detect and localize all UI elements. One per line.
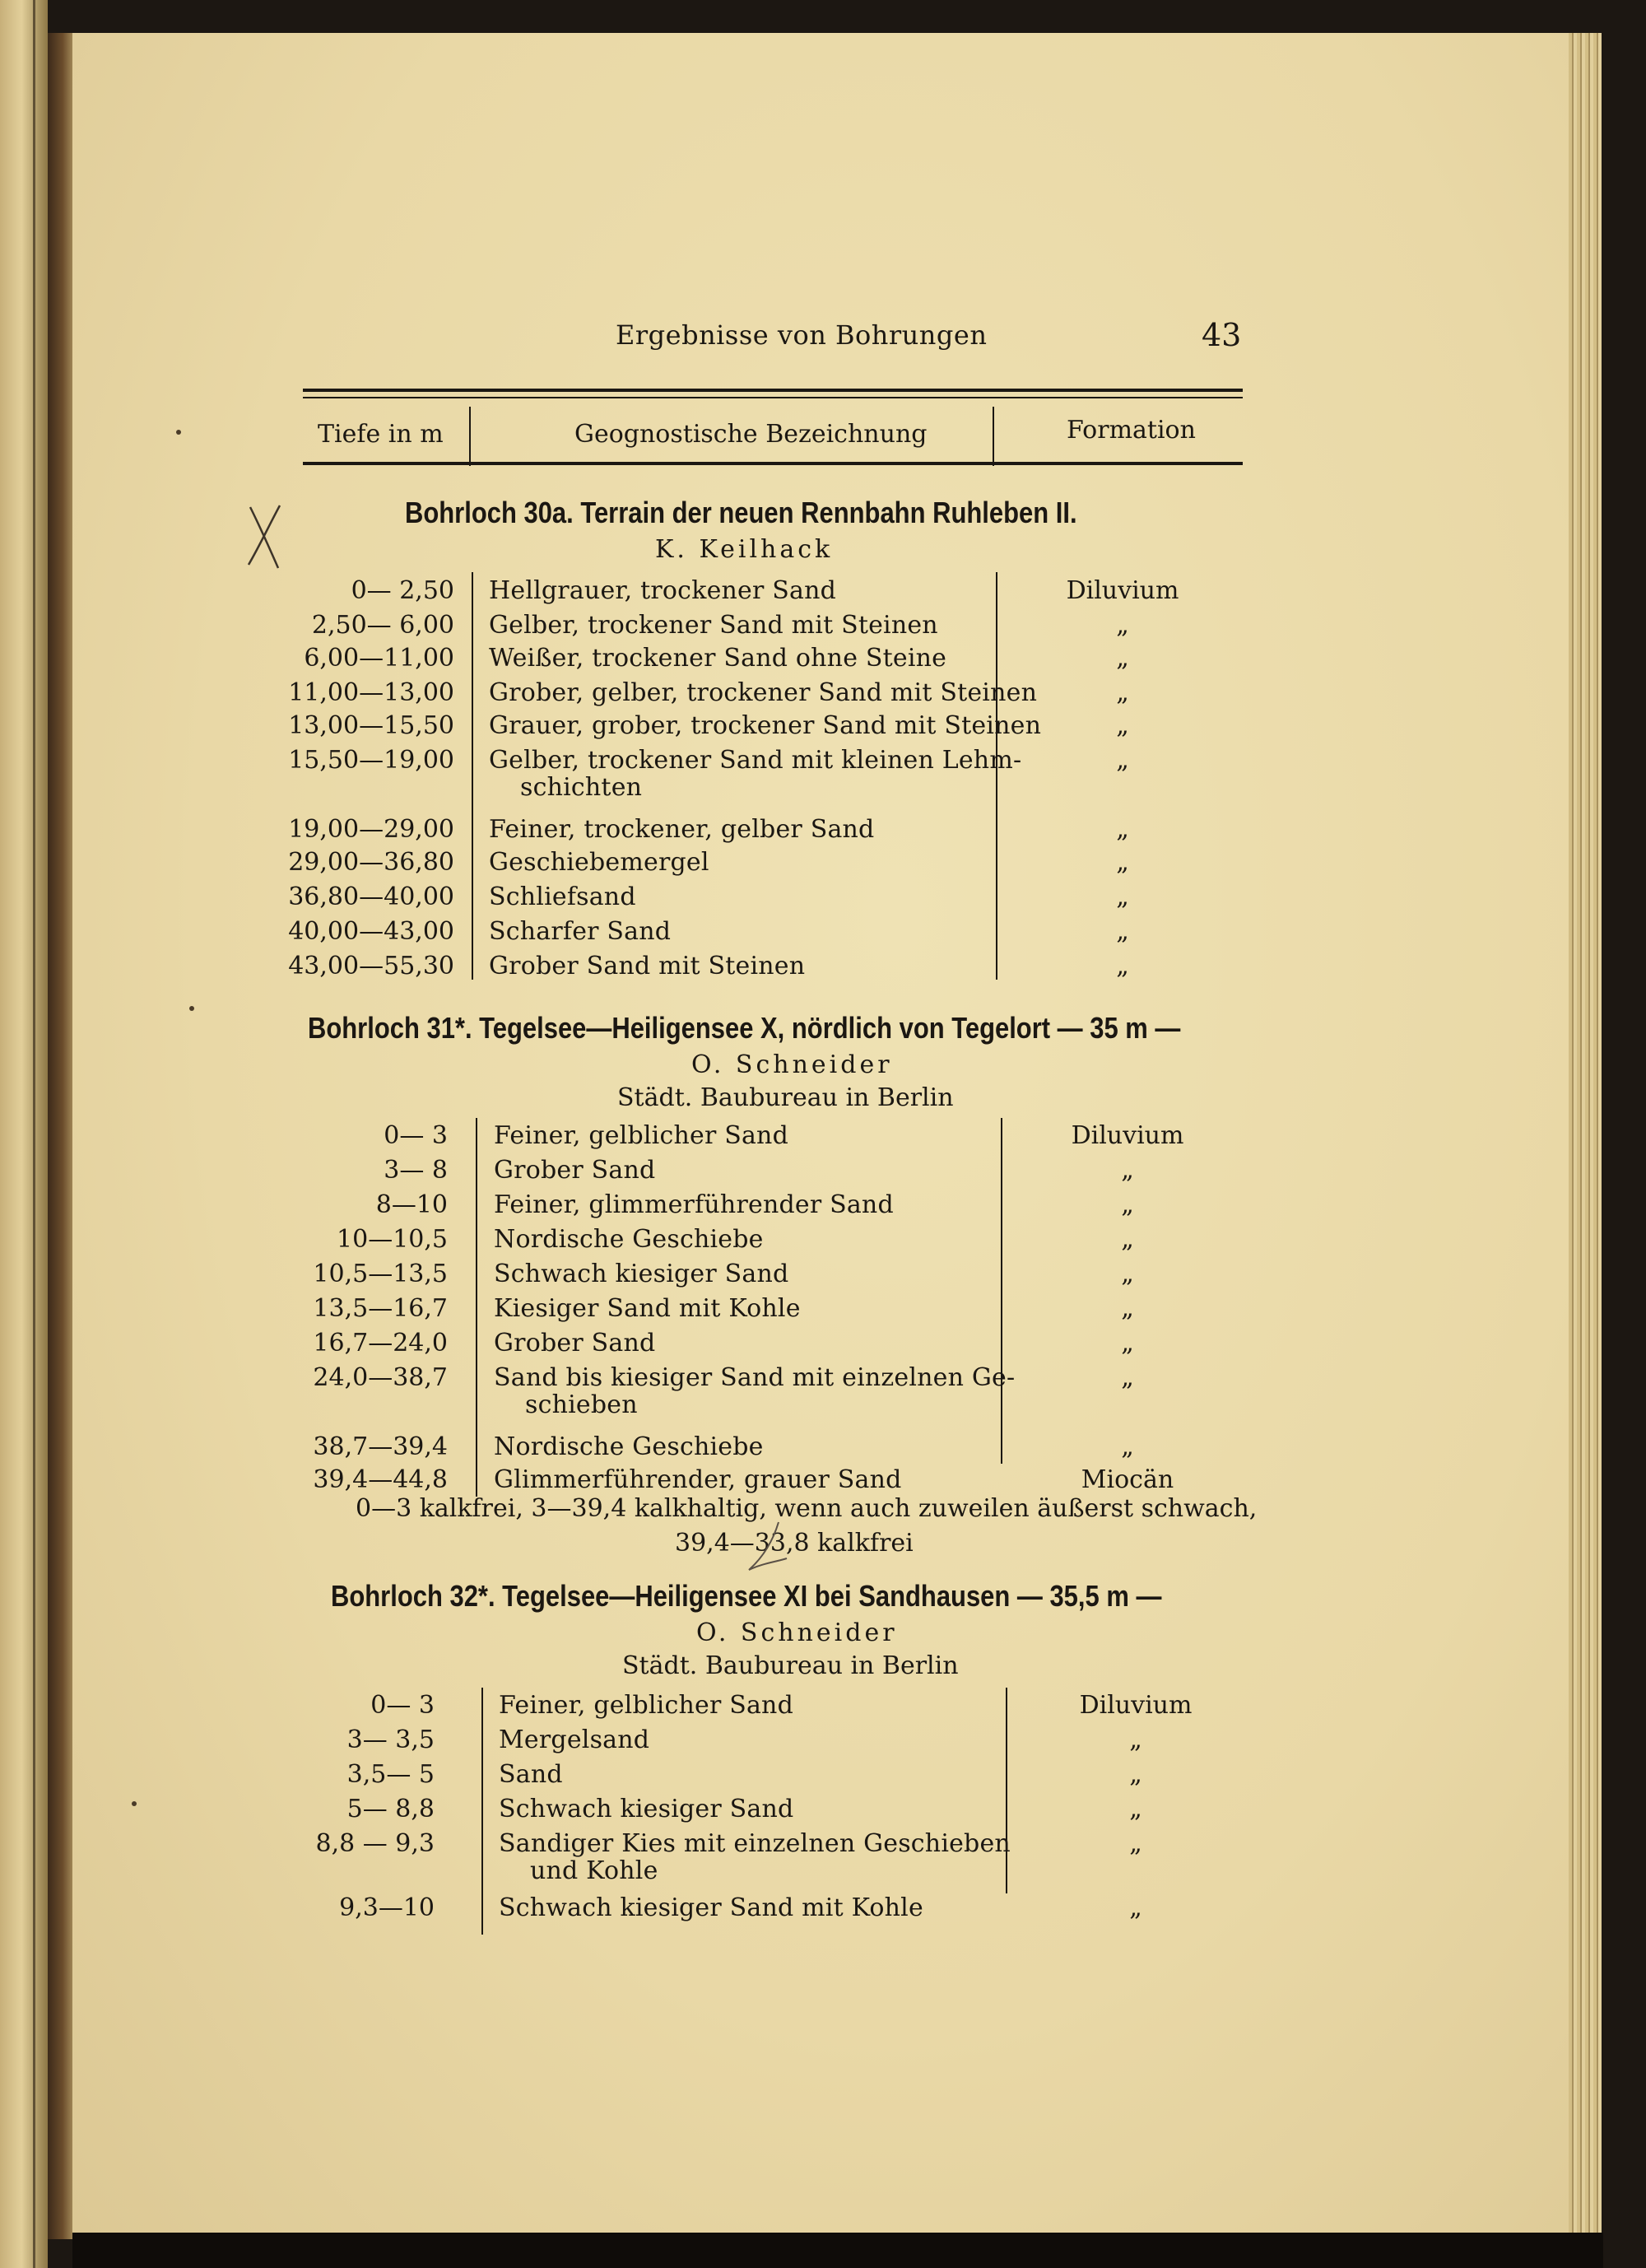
layer-description bbox=[489, 576, 836, 605]
running-head: Ergebnisse von Bohrungen bbox=[616, 319, 988, 351]
depth-range: 3— 3,5 bbox=[346, 1725, 435, 1754]
layer-description-text: Scharfer Sand bbox=[489, 917, 672, 946]
layer-description-text: Feiner, trockener, gelber Sand bbox=[489, 815, 875, 844]
column-header-description: Geognostische Bezeichnung bbox=[574, 420, 928, 449]
formation-value: Diluvium bbox=[1066, 576, 1179, 605]
page-stack-edge bbox=[1569, 33, 1602, 2233]
depth-range: 24,0—38,7 bbox=[313, 1363, 448, 1392]
depth-range: 9,3—10 bbox=[339, 1893, 435, 1922]
column-header-formation: Formation bbox=[1067, 416, 1196, 445]
layer-description-continuation: und Kohle bbox=[530, 1856, 658, 1885]
formation-value: „ bbox=[1116, 678, 1129, 707]
layer-description-text: Schliefsand bbox=[489, 883, 636, 911]
layer-description-text: Mergelsand bbox=[499, 1725, 650, 1754]
layer-description bbox=[489, 644, 946, 673]
depth-range: 0— 3 bbox=[384, 1121, 448, 1150]
section-author-31: O. Schneider bbox=[691, 1050, 893, 1079]
depth-range: 10—10,5 bbox=[337, 1225, 448, 1254]
layer-description bbox=[499, 1691, 793, 1720]
formation-value: Miocän bbox=[1081, 1465, 1174, 1494]
layer-description-text: Gelber, trockener Sand mit Steinen bbox=[489, 611, 938, 640]
depth-range: 3,5— 5 bbox=[346, 1760, 435, 1789]
depth-range: 43,00—55,30 bbox=[288, 952, 454, 980]
layer-description bbox=[499, 1795, 793, 1823]
depth-range: 8—10 bbox=[375, 1190, 448, 1219]
layer-description bbox=[494, 1432, 764, 1461]
pencil-stroke-mark bbox=[741, 1519, 790, 1576]
layer-description-text: Sand bbox=[499, 1760, 563, 1789]
layer-description-text: Nordische Geschiebe bbox=[494, 1225, 764, 1254]
formation-value: „ bbox=[1116, 848, 1129, 877]
header-divider-1 bbox=[469, 407, 471, 466]
layer-description-text: Glimmerführender, grauer Sand bbox=[494, 1465, 902, 1494]
lime-note-line-2: 39,4—33,8 kalkfrei bbox=[675, 1529, 914, 1558]
formation-value: „ bbox=[1121, 1294, 1134, 1323]
layer-description bbox=[489, 711, 1041, 740]
section-title-32: Bohrloch 32*. Tegelsee—Heiligensee XI bei Sandhausen — 35,5 m — bbox=[331, 1579, 1162, 1613]
layer-description bbox=[499, 1893, 923, 1922]
layer-description-text: Kiesiger Sand mit Kohle bbox=[494, 1294, 801, 1323]
layer-description-text: Schwach kiesiger Sand bbox=[494, 1260, 789, 1288]
formation-value: „ bbox=[1116, 644, 1129, 673]
formation-value: „ bbox=[1121, 1363, 1134, 1392]
formation-value: „ bbox=[1116, 746, 1129, 775]
header-rule-top-thin bbox=[303, 397, 1243, 398]
depth-range: 8,8 — 9,3 bbox=[315, 1829, 435, 1858]
layer-description bbox=[494, 1465, 902, 1494]
layer-description bbox=[489, 746, 1021, 802]
formation-value: „ bbox=[1121, 1432, 1134, 1461]
formation-value: „ bbox=[1129, 1795, 1142, 1823]
layer-description-text: Feiner, gelblicher Sand bbox=[499, 1691, 793, 1720]
layer-description bbox=[489, 952, 805, 980]
layer-description bbox=[494, 1329, 655, 1358]
scan-speck bbox=[189, 1006, 194, 1011]
layer-description bbox=[494, 1294, 801, 1323]
formation-value: „ bbox=[1121, 1260, 1134, 1288]
formation-value: „ bbox=[1129, 1760, 1142, 1789]
table-divider-depth-30a bbox=[472, 572, 473, 980]
table-divider-depth-32 bbox=[481, 1688, 483, 1935]
section-office-31: Städt. Baubureau in Berlin bbox=[617, 1083, 954, 1112]
layer-description bbox=[489, 917, 671, 946]
scan-speck bbox=[176, 430, 181, 435]
formation-value: „ bbox=[1121, 1225, 1134, 1254]
scan-background bbox=[72, 2233, 1603, 2268]
layer-description bbox=[494, 1363, 1015, 1419]
layer-description bbox=[489, 611, 938, 640]
depth-range: 0— 3 bbox=[370, 1691, 435, 1720]
depth-range: 40,00—43,00 bbox=[288, 917, 454, 946]
facing-page-edge bbox=[0, 0, 48, 2268]
section-author-32: O. Schneider bbox=[696, 1618, 898, 1647]
header-rule-top-thick bbox=[303, 389, 1243, 392]
layer-description bbox=[499, 1760, 563, 1789]
depth-range: 10,5—13,5 bbox=[313, 1260, 448, 1288]
header-rule-bottom bbox=[303, 462, 1243, 465]
page-number: 43 bbox=[1202, 317, 1242, 353]
formation-value: „ bbox=[1129, 1893, 1142, 1922]
depth-range: 36,80—40,00 bbox=[288, 883, 454, 911]
formation-value: „ bbox=[1121, 1190, 1134, 1219]
layer-description-text: Sand bis kiesiger Sand mit einzelnen Ge- bbox=[494, 1363, 1016, 1392]
layer-description-text: Weißer, trockener Sand ohne Steine bbox=[489, 644, 947, 673]
formation-value: „ bbox=[1116, 611, 1129, 640]
layer-description-text: Schwach kiesiger Sand mit Kohle bbox=[499, 1893, 923, 1922]
depth-range: 0— 2,50 bbox=[351, 576, 454, 605]
scan-speck bbox=[132, 1801, 137, 1806]
layer-description bbox=[499, 1829, 1011, 1885]
depth-range: 19,00—29,00 bbox=[288, 815, 454, 844]
depth-range: 5— 8,8 bbox=[346, 1795, 435, 1823]
layer-description bbox=[494, 1260, 788, 1288]
layer-description bbox=[494, 1190, 894, 1219]
layer-description-text: Sandiger Kies mit einzelnen Geschieben bbox=[499, 1829, 1011, 1858]
formation-value: „ bbox=[1129, 1829, 1142, 1858]
layer-description-text: Grauer, grober, trockener Sand mit Steinen bbox=[489, 711, 1042, 740]
depth-range: 39,4—44,8 bbox=[313, 1465, 448, 1494]
depth-range: 6,00—11,00 bbox=[304, 644, 454, 673]
layer-description bbox=[489, 848, 709, 877]
pencil-x-mark bbox=[245, 504, 285, 571]
depth-range: 3— 8 bbox=[384, 1156, 448, 1185]
layer-description-text: Feiner, gelblicher Sand bbox=[494, 1121, 788, 1150]
layer-description-continuation: schichten bbox=[520, 773, 643, 802]
lime-note-line-1: 0—3 kalkfrei, 3—39,4 kalkhaltig, wenn auch zuweilen äußerst schwach, bbox=[356, 1494, 1258, 1523]
section-author-30a: K. Keilhack bbox=[655, 535, 834, 564]
depth-range: 11,00—13,00 bbox=[288, 678, 454, 707]
formation-value: Diluvium bbox=[1079, 1691, 1193, 1720]
formation-value: „ bbox=[1121, 1156, 1134, 1185]
book-gutter bbox=[48, 33, 72, 2239]
depth-range: 2,50— 6,00 bbox=[311, 611, 454, 640]
layer-description bbox=[494, 1225, 764, 1254]
section-office-32: Städt. Baubureau in Berlin bbox=[622, 1651, 959, 1680]
layer-description bbox=[489, 678, 1037, 707]
formation-value: „ bbox=[1116, 711, 1129, 740]
layer-description-text: Schwach kiesiger Sand bbox=[499, 1795, 794, 1823]
table-divider-depth-31 bbox=[476, 1118, 477, 1497]
layer-description-text: Gelber, trockener Sand mit kleinen Lehm- bbox=[489, 746, 1022, 775]
layer-description bbox=[494, 1121, 788, 1150]
layer-description-text: Grober Sand mit Steinen bbox=[489, 952, 806, 980]
layer-description bbox=[499, 1725, 649, 1754]
formation-value: „ bbox=[1116, 883, 1129, 911]
depth-range: 29,00—36,80 bbox=[288, 848, 454, 877]
depth-range: 13,5—16,7 bbox=[313, 1294, 448, 1323]
layer-description bbox=[489, 883, 636, 911]
section-title-31: Bohrloch 31*. Tegelsee—Heiligensee X, nördlich von Tegelort — 35 m — bbox=[308, 1011, 1181, 1045]
layer-description-text: Grober Sand bbox=[494, 1329, 656, 1358]
formation-value: Diluvium bbox=[1071, 1121, 1184, 1150]
column-header-depth: Tiefe in m bbox=[318, 420, 444, 449]
layer-description bbox=[494, 1156, 655, 1185]
layer-description-text: Hellgrauer, trockener Sand bbox=[489, 576, 837, 605]
section-title-30a: Bohrloch 30a. Terrain der neuen Rennbahn Ruhleben II. bbox=[405, 496, 1077, 529]
depth-range: 16,7—24,0 bbox=[313, 1329, 448, 1358]
formation-value: „ bbox=[1116, 815, 1129, 844]
formation-value: „ bbox=[1121, 1329, 1134, 1358]
layer-description-text: Nordische Geschiebe bbox=[494, 1432, 764, 1461]
layer-description-text: Geschiebemergel bbox=[489, 848, 709, 877]
formation-value: „ bbox=[1129, 1725, 1142, 1754]
formation-value: „ bbox=[1116, 917, 1129, 946]
formation-value: „ bbox=[1116, 952, 1129, 980]
header-divider-2 bbox=[993, 407, 994, 466]
layer-description bbox=[489, 815, 874, 844]
depth-range: 13,00—15,50 bbox=[288, 711, 454, 740]
depth-range: 15,50—19,00 bbox=[288, 746, 454, 775]
depth-range: 38,7—39,4 bbox=[313, 1432, 448, 1461]
layer-description-text: Feiner, glimmerführender Sand bbox=[494, 1190, 894, 1219]
layer-description-continuation: schieben bbox=[525, 1390, 638, 1419]
layer-description-text: Grober Sand bbox=[494, 1156, 656, 1185]
layer-description-text: Grober, gelber, trockener Sand mit Steinen bbox=[489, 678, 1038, 707]
